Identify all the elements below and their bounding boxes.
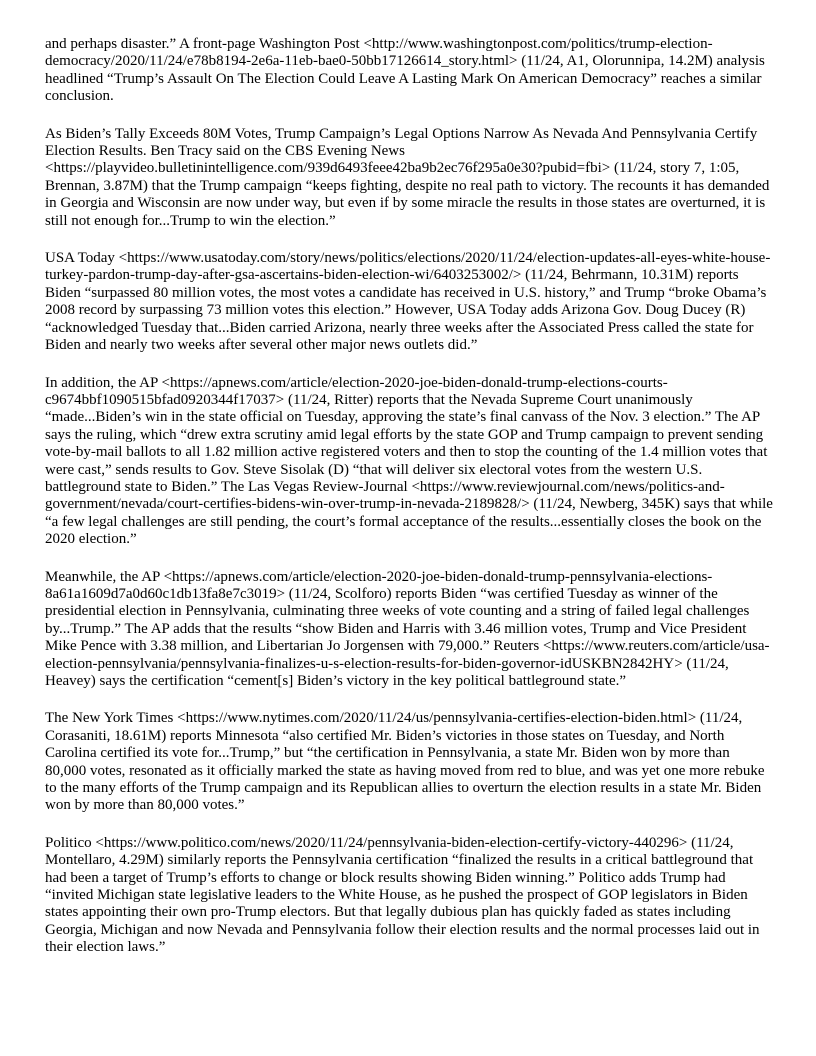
paragraph-ap-pennsylvania: Meanwhile, the AP <https://apnews.com/article/election-2020-joe-biden-donald-trump-pennsylvania-elections-8a61a1609d7a0d60c1db13fa8e7c3019> (11/24, Scolforo) reports Biden “was certified Tuesday as winner of the presidential election in Pennsylvania, culminating three weeks of vote counting and a string of failed legal challenges by...Trump.” The AP adds that the results “show Biden and Harris with 3.46 million votes, Trump and Vice President Mike Pence with 3.38 million, and Libertarian Jo Jorgensen with 79,000.” Reuters <https://www.reuters.com/article/usa-election-pennsylvania/pennsylvania-finalizes-u-s-election-results-for-biden-governor-idUSKBN2842HY> (11/24, Heavey) says the certification “cement[s] Biden’s victory in the key political battleground state.” (45, 568, 770, 689)
paragraph-usa-today: USA Today <https://www.usatoday.com/story/news/politics/elections/2020/11/24/election-updates-all-eyes-white-house-turkey-pardon-trump-day-after-gsa-ascertains-biden-election-wi/6403253002/> (11/24, Behrmann, 10.31M) reports Biden “surpassed 80 million votes, the most votes a candidate has received in U.S. history,” and Trump “broke Obama’s 2008 record by surpassing 73 million votes this election.” However, USA Today adds Arizona Gov. Doug Ducey (R) “acknowledged Tuesday that...Biden carried Arizona, nearly three weeks after the Associated Press called the state for Biden and nearly two weeks after several other major news outlets did.” (45, 250, 771, 354)
paragraph-washington-post: and perhaps disaster.” A front-page Washington Post <http://www.washingtonpost.com/politics/trump-election-democracy/2020/11/24/e78b8194-2e6a-11eb-bae0-50bb17126614_story.html> (11/24, A1, Olorunnipa, 14.2M) analysis headlined “Trump’s Assault On The Election Could Leave A Lasting Mark On American Democracy” reaches a similar conclusion. (45, 36, 765, 105)
paragraph-new-york-times: The New York Times <https://www.nytimes.com/2020/11/24/us/pennsylvania-certifies-election-biden.html> (11/24, Corasaniti, 18.61M) reports Minnesota “also certified Mr. Biden’s victories in those states on Tuesday, and North Carolina certified its vote for...Trump,” but “the certification in Pennsylvania, a state Mr. Biden won by more than 80,000 votes, resonated as it officially marked the state as having moved from red to blue, and was yet one more rebuke to the many efforts of the Trump campaign and its Republican allies to overturn the election results in a state Mr. Biden won by more than 80,000 votes.” (45, 710, 765, 814)
paragraph-ap-nevada: In addition, the AP <https://apnews.com/article/election-2020-joe-biden-donald-trump-elections-courts-c9674bbf1090515bfad0920344f17037> (11/24, Ritter) reports that the Nevada Supreme Court unanimously “made...Biden’s win in the state official on Tuesday, approving the state’s final canvass of the Nov. 3 election.” The AP says the ruling, which “drew extra scrutiny amid legal efforts by the state GOP and Trump campaign to prevent sending vote-by-mail ballots to all 1.82 million active registered voters and then to stop the counting of the 1.4 million votes that were cast,” sends results to Gov. Steve Sisolak (D) “that will deliver six electoral votes from the western U.S. battleground state to Biden.” The Las Vegas Review-Journal <https://www.reviewjournal.com/news/politics-and-government/nevada/court-certifies-bidens-win-over-trump-in-nevada-2189828/> (11/24, Newberg, 345K) says that while “a few legal challenges are still pending, the court’s formal acceptance of the results...essentially closes the book on the 2020 election.” (45, 374, 773, 548)
document-page (45, 36, 773, 977)
paragraph-politico: Politico <https://www.politico.com/news/2020/11/24/pennsylvania-biden-election-certify-victory-440296> (11/24, Montellaro, 4.29M) similarly reports the Pennsylvania certification “finalized the results in a critical battleground that had been a target of Trump’s efforts to change or block results showing Biden winning.” Politico adds Trump had “invited Michigan state legislative leaders to the White House, as he pushed the prospect of GOP legislators in Biden states appointing their own pro-Trump electors. But that legally dubious plan has quickly faded as states including Georgia, Michigan and now Nevada and Pennsylvania follow their election results and the normal processes laid out in their election laws.” (45, 834, 760, 956)
paragraph-cbs-evening-news: As Biden’s Tally Exceeds 80M Votes, Trump Campaign’s Legal Options Narrow As Nevada And Pennsylvania Certify Election Results. Ben Tracy said on the CBS Evening News <https://playvideo.bulletinintelligence.com/939d6493feee42ba9b2ec76f295a0e30?pubid=fbi> (11/24, story 7, 1:05, Brennan, 3.87M) that the Trump campaign “keeps fighting, despite no real path to victory. The recounts it has demanded in Georgia and Wisconsin are now under way, but even if by some miracle the results in those states are overturned, it is still not enough for...Trump to win the election.” (45, 125, 770, 229)
